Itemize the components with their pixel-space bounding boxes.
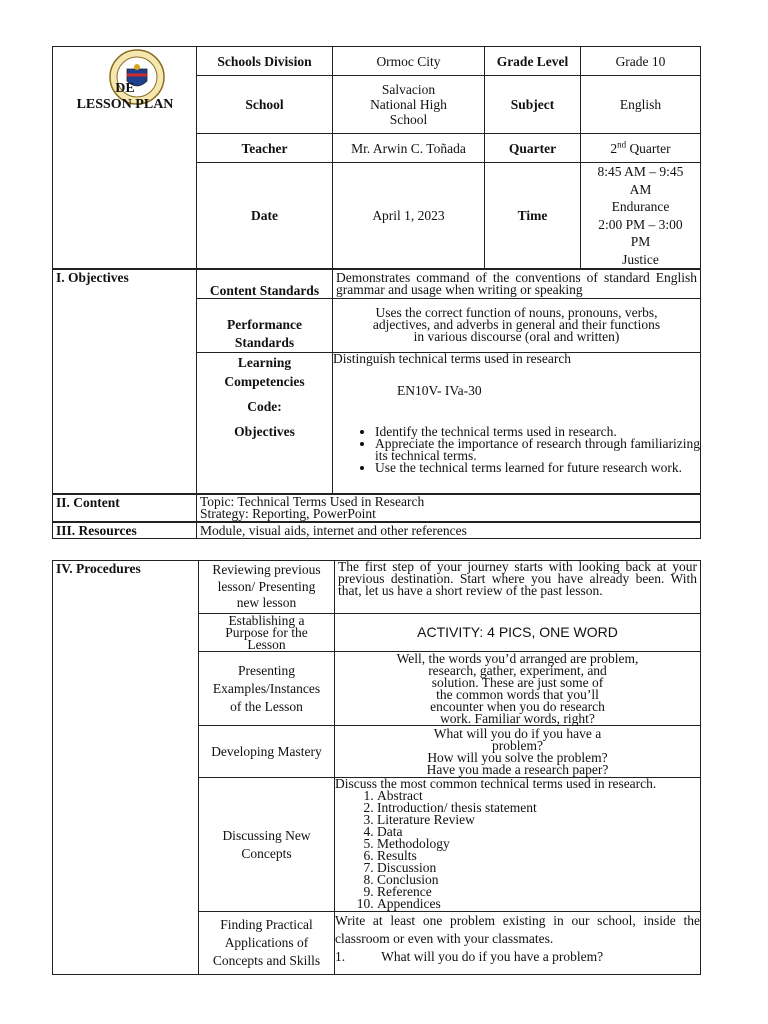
- term-item: 8. Conclusion: [377, 874, 700, 886]
- mastery-line: How will you solve the problem?: [427, 749, 608, 765]
- time-value: [581, 163, 701, 270]
- school-label: School: [197, 76, 333, 134]
- learning-competencies-label: [197, 352, 333, 494]
- learning-label-line: Competencies: [224, 373, 305, 389]
- discussing-value: [335, 778, 701, 912]
- date-label: Date: [197, 163, 333, 270]
- content-strategy: Strategy: Reporting, PowerPoint: [200, 506, 376, 521]
- purpose-value: ACTIVITY: 4 PICS, ONE WORD: [335, 614, 701, 652]
- discussing-intro: Discuss the most common technical terms used in research.: [335, 776, 657, 791]
- grade-level-label: Grade Level: [485, 47, 581, 76]
- doc-title-line2: LESSON PLAN: [76, 97, 174, 112]
- time-line: 2:00 PM – 3:00: [598, 216, 683, 232]
- content-standards-value: Demonstrates command of the conventions of standard English grammar and usage when writing or speaking: [333, 269, 701, 298]
- schools-division-value: Ormoc City: [333, 47, 485, 76]
- finding-question: [335, 948, 700, 966]
- finding-value: [335, 912, 701, 975]
- purpose-label: [199, 614, 335, 652]
- subject-value: English: [581, 76, 701, 134]
- mastery-line: What will you do if you have a: [433, 725, 602, 741]
- reviewing-label: [199, 561, 335, 614]
- discussing-label-line: Concepts: [241, 845, 292, 861]
- presenting-label-line: of the Lesson: [230, 698, 303, 714]
- finding-label: [199, 912, 335, 975]
- presenting-line: the common words that you’ll: [436, 686, 599, 702]
- finding-question-text: What will you do if you have a problem?: [381, 949, 604, 964]
- procedures-table: [52, 560, 701, 975]
- school-line: School: [389, 112, 428, 127]
- teacher-value: Mr. Arwin C. Toñada: [333, 134, 485, 163]
- term-item: 10. Appendices: [377, 898, 700, 910]
- quarter-sup: nd: [617, 139, 627, 149]
- schools-division-label: Schools Division: [197, 47, 333, 76]
- mastery-value: [335, 726, 701, 778]
- term-item: 3. Literature Review: [377, 814, 700, 826]
- objectives-section-label: I. Objectives: [53, 269, 197, 494]
- competencies-value: [333, 352, 701, 494]
- term-item: 6. Results: [377, 850, 700, 862]
- resources-section-label: III. Resources: [53, 522, 197, 539]
- presenting-line: Well, the words you’d arranged are problem,: [396, 650, 639, 666]
- performance-standards-value: Uses the correct function of nouns, pronouns, verbs, adjectives, and adverbs in general and their functions in various discourse (oral and written): [333, 298, 701, 352]
- quarter-word: Quarter: [626, 140, 671, 156]
- term-item: 7. Discussion: [377, 862, 700, 874]
- school-line: Salvacion: [381, 82, 436, 97]
- reviewing-value: The first step of your journey starts with looking back at your previous destination. Start where you have already been. With that, let us have a short review of the past lesson.: [335, 561, 701, 614]
- reviewing-label-line: Reviewing previous: [212, 562, 321, 578]
- resources-value: Module, visual aids, internet and other references: [197, 522, 701, 539]
- finding-label-line: Applications of: [224, 935, 309, 950]
- quarter-label: Quarter: [485, 134, 581, 163]
- term-item: 2. Introduction/ thesis statement: [377, 802, 700, 814]
- presenting-value: [335, 652, 701, 726]
- school-value: [333, 76, 485, 134]
- time-line: PM: [630, 234, 651, 249]
- presenting-line: work. Familiar words, right?: [440, 710, 595, 726]
- competency-code: EN10V- IVa-30: [397, 382, 482, 398]
- presenting-line: research, gather, experiment, and: [428, 662, 607, 678]
- mastery-label: Developing Mastery: [199, 726, 335, 778]
- time-line: Endurance: [611, 199, 670, 214]
- term-item: 1. Abstract: [377, 790, 700, 802]
- purpose-label-line: Lesson: [247, 636, 286, 652]
- objectives-list: [333, 423, 700, 475]
- term-item: 5. Methodology: [377, 838, 700, 850]
- time-line: AM: [629, 181, 652, 197]
- subject-label: Subject: [485, 76, 581, 134]
- presenting-label: [199, 652, 335, 726]
- quarter-num: 2: [610, 140, 618, 156]
- purpose-label-line: Purpose for the: [225, 624, 308, 640]
- content-section-label: II. Content: [53, 494, 197, 522]
- performance-label-line: Performance: [227, 316, 302, 332]
- term-item: 4. Data: [377, 826, 700, 838]
- code-label: Code:: [247, 398, 282, 414]
- lesson-plan-header-table: [52, 46, 701, 539]
- logo-title-cell: [53, 47, 197, 270]
- presenting-line: solution. These are just some of: [431, 674, 604, 690]
- learning-label-line: Learning: [237, 354, 292, 370]
- objective-item: • Identify the technical terms used in research.: [375, 426, 700, 438]
- reviewing-label-line: lesson/ Presenting: [217, 578, 316, 594]
- objective-item: • Appreciate the importance of research through familiarizing its technical terms.: [375, 438, 700, 462]
- purpose-label-line: Establishing a: [228, 612, 305, 628]
- finding-text: Write at least one problem existing in our school, inside the classroom or even with your classmates.: [335, 913, 700, 946]
- reviewing-label-line: new lesson: [236, 595, 297, 611]
- mastery-line: Have you made a research paper?: [426, 761, 609, 777]
- school-line: National High: [370, 97, 447, 112]
- doc-title-line1: DE: [115, 81, 135, 96]
- competency-text: Distinguish technical terms used in research: [333, 350, 572, 366]
- time-line: 8:45 AM – 9:45: [597, 164, 684, 179]
- mastery-line: problem?: [492, 737, 543, 753]
- technical-terms-list: [335, 790, 700, 910]
- finding-label-line: Finding Practical: [220, 917, 313, 932]
- objectives-label: Objectives: [234, 423, 295, 439]
- term-item: 9. Reference: [377, 886, 700, 898]
- discussing-label: [199, 778, 335, 912]
- performance-standards-label: [197, 298, 333, 352]
- presenting-line: encounter when you do research: [430, 698, 605, 714]
- presenting-label-line: Presenting: [238, 662, 295, 678]
- date-value: April 1, 2023: [333, 163, 485, 270]
- content-value: [197, 494, 701, 522]
- quarter-value: [581, 134, 701, 163]
- content-standards-label: Content Standards: [197, 269, 333, 298]
- discussing-label-line: Discussing New: [222, 827, 311, 843]
- teacher-label: Teacher: [197, 134, 333, 163]
- finding-question-num: 1.: [335, 949, 346, 964]
- presenting-label-line: Examples/Instances: [212, 680, 321, 696]
- performance-label-line: Standards: [234, 334, 295, 350]
- objective-item: • Use the technical terms learned for future research work.: [375, 462, 700, 474]
- grade-level-value: Grade 10: [581, 47, 701, 76]
- time-label: Time: [485, 163, 581, 270]
- finding-label-line: Concepts and Skills: [212, 953, 321, 968]
- procedures-section-label: IV. Procedures: [53, 561, 199, 975]
- time-line: Justice: [622, 251, 659, 267]
- content-topic: Topic: Technical Terms Used in Research: [200, 494, 425, 509]
